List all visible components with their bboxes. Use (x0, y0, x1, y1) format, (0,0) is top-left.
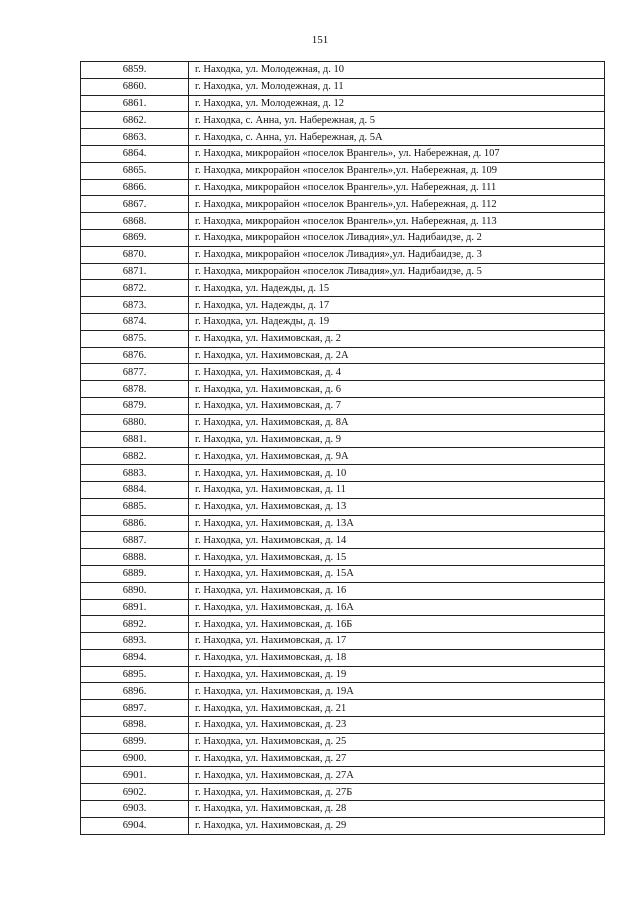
row-number: 6894. (81, 649, 189, 666)
row-number: 6860. (81, 78, 189, 95)
row-number: 6895. (81, 666, 189, 683)
row-address: г. Находка, ул. Нахимовская, д. 23 (189, 717, 605, 734)
row-number: 6866. (81, 179, 189, 196)
row-number: 6904. (81, 817, 189, 834)
table-row (81, 616, 605, 633)
row-number: 6892. (81, 616, 189, 633)
row-address: г. Находка, ул. Нахимовская, д. 25 (189, 733, 605, 750)
row-address: г. Находка, ул. Нахимовская, д. 27А (189, 767, 605, 784)
table-row (81, 481, 605, 498)
row-number: 6862. (81, 112, 189, 129)
table-row (81, 649, 605, 666)
row-number: 6859. (81, 62, 189, 79)
row-address: г. Находка, ул. Нахимовская, д. 6 (189, 381, 605, 398)
row-address: г. Находка, ул. Нахимовская, д. 16А (189, 599, 605, 616)
table-row (81, 129, 605, 146)
row-number: 6896. (81, 683, 189, 700)
row-number: 6872. (81, 280, 189, 297)
row-address: г. Находка, ул. Молодежная, д. 12 (189, 95, 605, 112)
address-table (80, 61, 605, 835)
row-number: 6876. (81, 347, 189, 364)
row-number: 6879. (81, 397, 189, 414)
row-address: г. Находка, ул. Надежды, д. 15 (189, 280, 605, 297)
row-address: г. Находка, ул. Нахимовская, д. 15А (189, 565, 605, 582)
row-number: 6869. (81, 229, 189, 246)
row-number: 6897. (81, 700, 189, 717)
row-address: г. Находка, ул. Нахимовская, д. 29 (189, 817, 605, 834)
table-row (81, 95, 605, 112)
row-number: 6873. (81, 297, 189, 314)
row-number: 6901. (81, 767, 189, 784)
row-address: г. Находка, ул. Нахимовская, д. 27Б (189, 784, 605, 801)
row-address: г. Находка, микрорайон «поселок Врангель»,ул. Набережная, д. 113 (189, 213, 605, 230)
table-row (81, 717, 605, 734)
row-address: г. Находка, ул. Нахимовская, д. 21 (189, 700, 605, 717)
row-address: г. Находка, ул. Нахимовская, д. 16 (189, 582, 605, 599)
table-row (81, 145, 605, 162)
row-address: г. Находка, ул. Нахимовская, д. 4 (189, 364, 605, 381)
row-number: 6880. (81, 414, 189, 431)
row-address: г. Находка, микрорайон «поселок Врангель»,ул. Набережная, д. 112 (189, 196, 605, 213)
page-number: 151 (311, 34, 329, 46)
row-address: г. Находка, ул. Нахимовская, д. 27 (189, 750, 605, 767)
row-number: 6887. (81, 532, 189, 549)
row-number: 6889. (81, 565, 189, 582)
row-number: 6903. (81, 801, 189, 818)
table-row (81, 666, 605, 683)
table-row (81, 817, 605, 834)
row-address: г. Находка, ул. Надежды, д. 19 (189, 313, 605, 330)
table-row (81, 498, 605, 515)
row-number: 6890. (81, 582, 189, 599)
table-row (81, 414, 605, 431)
table-row (81, 465, 605, 482)
row-address: г. Находка, микрорайон «поселок Ливадия»,ул. Надибаидзе, д. 3 (189, 246, 605, 263)
row-number: 6898. (81, 717, 189, 734)
row-address: г. Находка, ул. Молодежная, д. 10 (189, 62, 605, 79)
table-row (81, 347, 605, 364)
row-number: 6900. (81, 750, 189, 767)
table-row (81, 213, 605, 230)
row-number: 6870. (81, 246, 189, 263)
row-address: г. Находка, ул. Нахимовская, д. 9 (189, 431, 605, 448)
row-address: г. Находка, ул. Нахимовская, д. 16Б (189, 616, 605, 633)
row-number: 6874. (81, 313, 189, 330)
table-row (81, 565, 605, 582)
table-row (81, 364, 605, 381)
table-row (81, 700, 605, 717)
table-row (81, 297, 605, 314)
row-address: г. Находка, ул. Нахимовская, д. 19А (189, 683, 605, 700)
table-row (81, 78, 605, 95)
table-row (81, 381, 605, 398)
table-row (81, 582, 605, 599)
row-number: 6875. (81, 330, 189, 347)
table-row (81, 62, 605, 79)
row-address: г. Находка, ул. Нахимовская, д. 2А (189, 347, 605, 364)
row-address: г. Находка, ул. Молодежная, д. 11 (189, 78, 605, 95)
table-row (81, 179, 605, 196)
row-number: 6878. (81, 381, 189, 398)
row-address: г. Находка, ул. Нахимовская, д. 7 (189, 397, 605, 414)
table-row (81, 801, 605, 818)
table-row (81, 532, 605, 549)
row-address: г. Находка, микрорайон «поселок Ливадия»,ул. Надибаидзе, д. 2 (189, 229, 605, 246)
row-number: 6861. (81, 95, 189, 112)
row-address: г. Находка, ул. Нахимовская, д. 13А (189, 515, 605, 532)
table-row (81, 397, 605, 414)
address-table-body (81, 62, 605, 835)
row-number: 6877. (81, 364, 189, 381)
row-number: 6863. (81, 129, 189, 146)
table-row (81, 767, 605, 784)
row-number: 6902. (81, 784, 189, 801)
table-row (81, 515, 605, 532)
table-row (81, 263, 605, 280)
table-row (81, 280, 605, 297)
row-address: г. Находка, с. Анна, ул. Набережная, д. 5 (189, 112, 605, 129)
table-row (81, 750, 605, 767)
row-address: г. Находка, с. Анна, ул. Набережная, д. 5А (189, 129, 605, 146)
row-address: г. Находка, микрорайон «поселок Врангель»,ул. Набережная, д. 111 (189, 179, 605, 196)
row-number: 6864. (81, 145, 189, 162)
table-row (81, 549, 605, 566)
row-address: г. Находка, ул. Нахимовская, д. 28 (189, 801, 605, 818)
row-number: 6893. (81, 633, 189, 650)
row-number: 6871. (81, 263, 189, 280)
row-number: 6899. (81, 733, 189, 750)
table-row (81, 313, 605, 330)
table-row (81, 431, 605, 448)
row-address: г. Находка, ул. Нахимовская, д. 15 (189, 549, 605, 566)
row-address: г. Находка, ул. Нахимовская, д. 2 (189, 330, 605, 347)
table-row (81, 599, 605, 616)
row-address: г. Находка, ул. Нахимовская, д. 9А (189, 448, 605, 465)
row-number: 6882. (81, 448, 189, 465)
row-address: г. Находка, ул. Нахимовская, д. 11 (189, 481, 605, 498)
row-number: 6868. (81, 213, 189, 230)
row-number: 6867. (81, 196, 189, 213)
row-address: г. Находка, микрорайон «поселок Врангель», ул. Набережная, д. 107 (189, 145, 605, 162)
table-row (81, 448, 605, 465)
row-address: г. Находка, микрорайон «поселок Врангель»,ул. Набережная, д. 109 (189, 162, 605, 179)
table-row (81, 112, 605, 129)
row-number: 6883. (81, 465, 189, 482)
row-number: 6891. (81, 599, 189, 616)
table-row (81, 229, 605, 246)
row-number: 6865. (81, 162, 189, 179)
table-row (81, 633, 605, 650)
table-row (81, 246, 605, 263)
table-row (81, 162, 605, 179)
table-row (81, 784, 605, 801)
row-number: 6888. (81, 549, 189, 566)
table-row (81, 330, 605, 347)
row-address: г. Находка, ул. Нахимовская, д. 14 (189, 532, 605, 549)
row-address: г. Находка, ул. Нахимовская, д. 13 (189, 498, 605, 515)
row-address: г. Находка, микрорайон «поселок Ливадия»,ул. Надибаидзе, д. 5 (189, 263, 605, 280)
row-address: г. Находка, ул. Нахимовская, д. 10 (189, 465, 605, 482)
row-address: г. Находка, ул. Нахимовская, д. 17 (189, 633, 605, 650)
row-number: 6884. (81, 481, 189, 498)
row-number: 6881. (81, 431, 189, 448)
row-number: 6886. (81, 515, 189, 532)
row-address: г. Находка, ул. Нахимовская, д. 8А (189, 414, 605, 431)
table-row (81, 196, 605, 213)
row-address: г. Находка, ул. Надежды, д. 17 (189, 297, 605, 314)
row-address: г. Находка, ул. Нахимовская, д. 19 (189, 666, 605, 683)
table-row (81, 683, 605, 700)
row-address: г. Находка, ул. Нахимовская, д. 18 (189, 649, 605, 666)
row-number: 6885. (81, 498, 189, 515)
table-row (81, 733, 605, 750)
